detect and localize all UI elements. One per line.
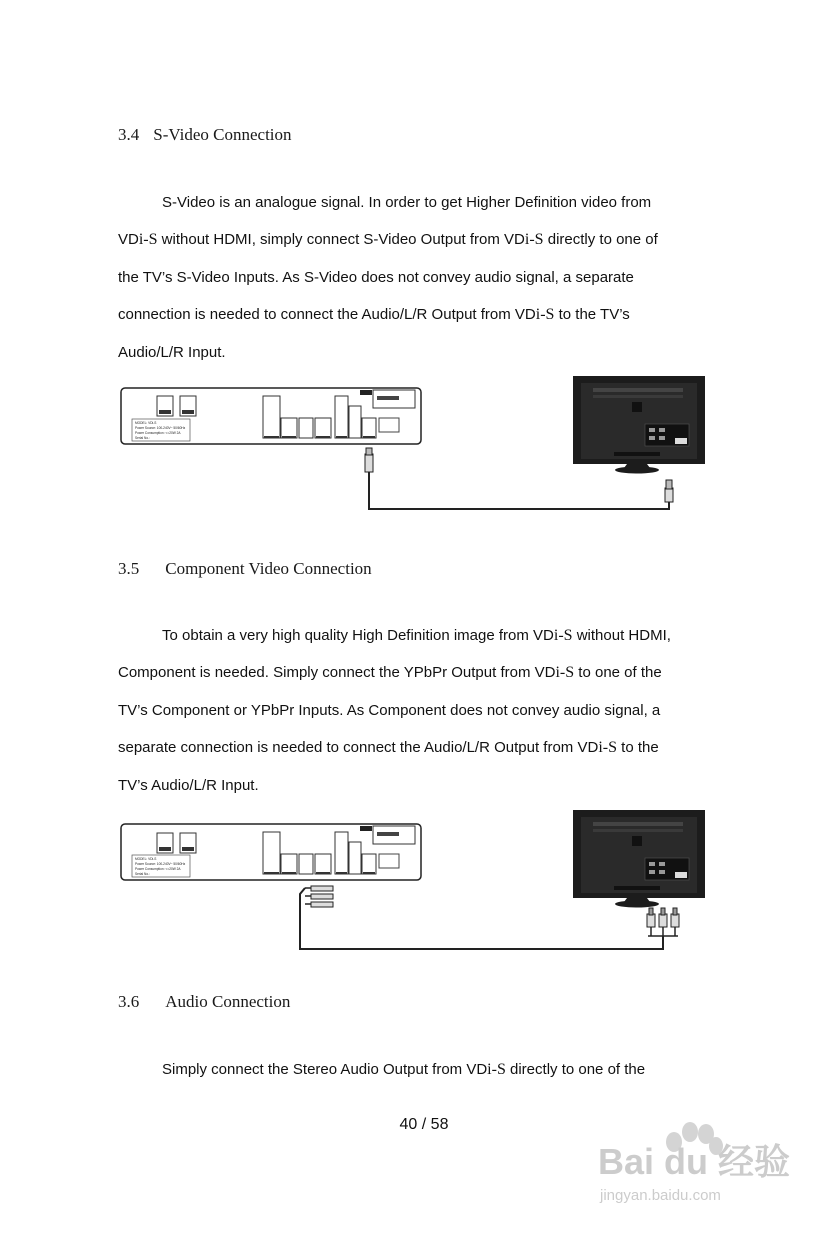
- text-run: VD: [118, 231, 139, 248]
- text-run: without HDMI,: [572, 627, 671, 644]
- text-run: connection is needed to connect the Audio/L/R Output from VD: [118, 306, 536, 323]
- svideo-connection-diagram: [115, 372, 715, 517]
- device-power-source-label: Power Source: 100-240V~ 50/60Hz: [135, 862, 186, 866]
- tv-rear-view: [573, 810, 705, 908]
- device-power-source-label: Power Source: 100-240V~ 50/60Hz: [135, 426, 186, 430]
- text-run: S-Video is an analogue signal. In order to get Higher Definition video from: [162, 194, 652, 211]
- product-name: i-S: [598, 739, 617, 756]
- device-power-consumption-label: Power Consumption: <=20W 2A: [135, 867, 181, 871]
- text-run: directly to one of: [543, 231, 658, 248]
- device-serial-label: Serial No.:: [135, 436, 150, 440]
- paragraph-line: [118, 269, 634, 286]
- component-connection-diagram: [115, 806, 715, 954]
- section-heading-3-5: [118, 559, 372, 579]
- tv-rear-view: [573, 376, 705, 474]
- section-title: S-Video Connection: [153, 125, 292, 144]
- text-run: Component is needed. Simply connect the YPbPr Output from VD: [118, 664, 556, 681]
- text-run: to one of the: [574, 664, 662, 681]
- product-name: i-S: [553, 627, 573, 644]
- product-name: i-S: [138, 231, 158, 248]
- device-rear-panel: [121, 388, 421, 444]
- section-heading-3-6: [118, 992, 290, 1012]
- paragraph-line: [118, 664, 662, 682]
- device-serial-label: Serial No.:: [135, 872, 150, 876]
- section-number: 3.5: [118, 559, 140, 578]
- text-run: the TV’s S-Video Inputs. As S-Video does not convey audio signal, a separate: [118, 269, 634, 286]
- paragraph-line: [118, 231, 658, 249]
- paragraph-line: [118, 777, 259, 794]
- paragraph-line: [162, 627, 671, 645]
- text-run: Audio/L/R Input.: [118, 344, 226, 361]
- text-run: directly to one of the: [505, 1061, 646, 1078]
- text-run: separate connection is needed to connect the Audio/L/R Output from VD: [118, 739, 599, 756]
- product-name: i-S: [487, 1061, 506, 1078]
- device-rear-panel: [121, 824, 421, 880]
- baidu-watermark: [592, 1112, 802, 1208]
- device-model-label: MODEL: VDi-S: [135, 421, 157, 425]
- section-title: Audio Connection: [165, 992, 291, 1011]
- paragraph-line: [118, 306, 630, 324]
- text-run: without HDMI, simply connect S-Video Output from VD: [157, 231, 525, 248]
- paragraph-line: [118, 739, 659, 757]
- page-number: 40 / 58: [399, 1116, 449, 1133]
- device-power-consumption-label: Power Consumption: <=20W 2A: [135, 431, 181, 435]
- device-model-label: MODEL: VDi-S: [135, 857, 157, 861]
- watermark-brand: Bai du 经验: [598, 1141, 791, 1182]
- paragraph-line: [118, 702, 660, 719]
- paragraph-line: [162, 194, 651, 211]
- text-run: to the TV’s: [554, 306, 630, 323]
- watermark-url: jingyan.baidu.com: [600, 1187, 721, 1204]
- paragraph-line: [162, 1061, 645, 1079]
- text-run: to the: [616, 739, 659, 756]
- section-title: Component Video Connection: [165, 559, 372, 578]
- section-number: 3.4: [118, 125, 140, 144]
- section-heading-3-4: [118, 125, 292, 145]
- paragraph-line: [118, 344, 226, 361]
- product-name: i-S: [555, 664, 575, 681]
- product-name: i-S: [535, 306, 555, 323]
- text-run: Simply connect the Stereo Audio Output from VD: [162, 1061, 488, 1078]
- product-name: i-S: [524, 231, 544, 248]
- section-number: 3.6: [118, 992, 140, 1011]
- text-run: TV’s Audio/L/R Input.: [118, 777, 259, 794]
- text-run: To obtain a very high quality High Definition image from VD: [162, 627, 554, 644]
- text-run: TV’s Component or YPbPr Inputs. As Component does not convey audio signal, a: [118, 702, 661, 719]
